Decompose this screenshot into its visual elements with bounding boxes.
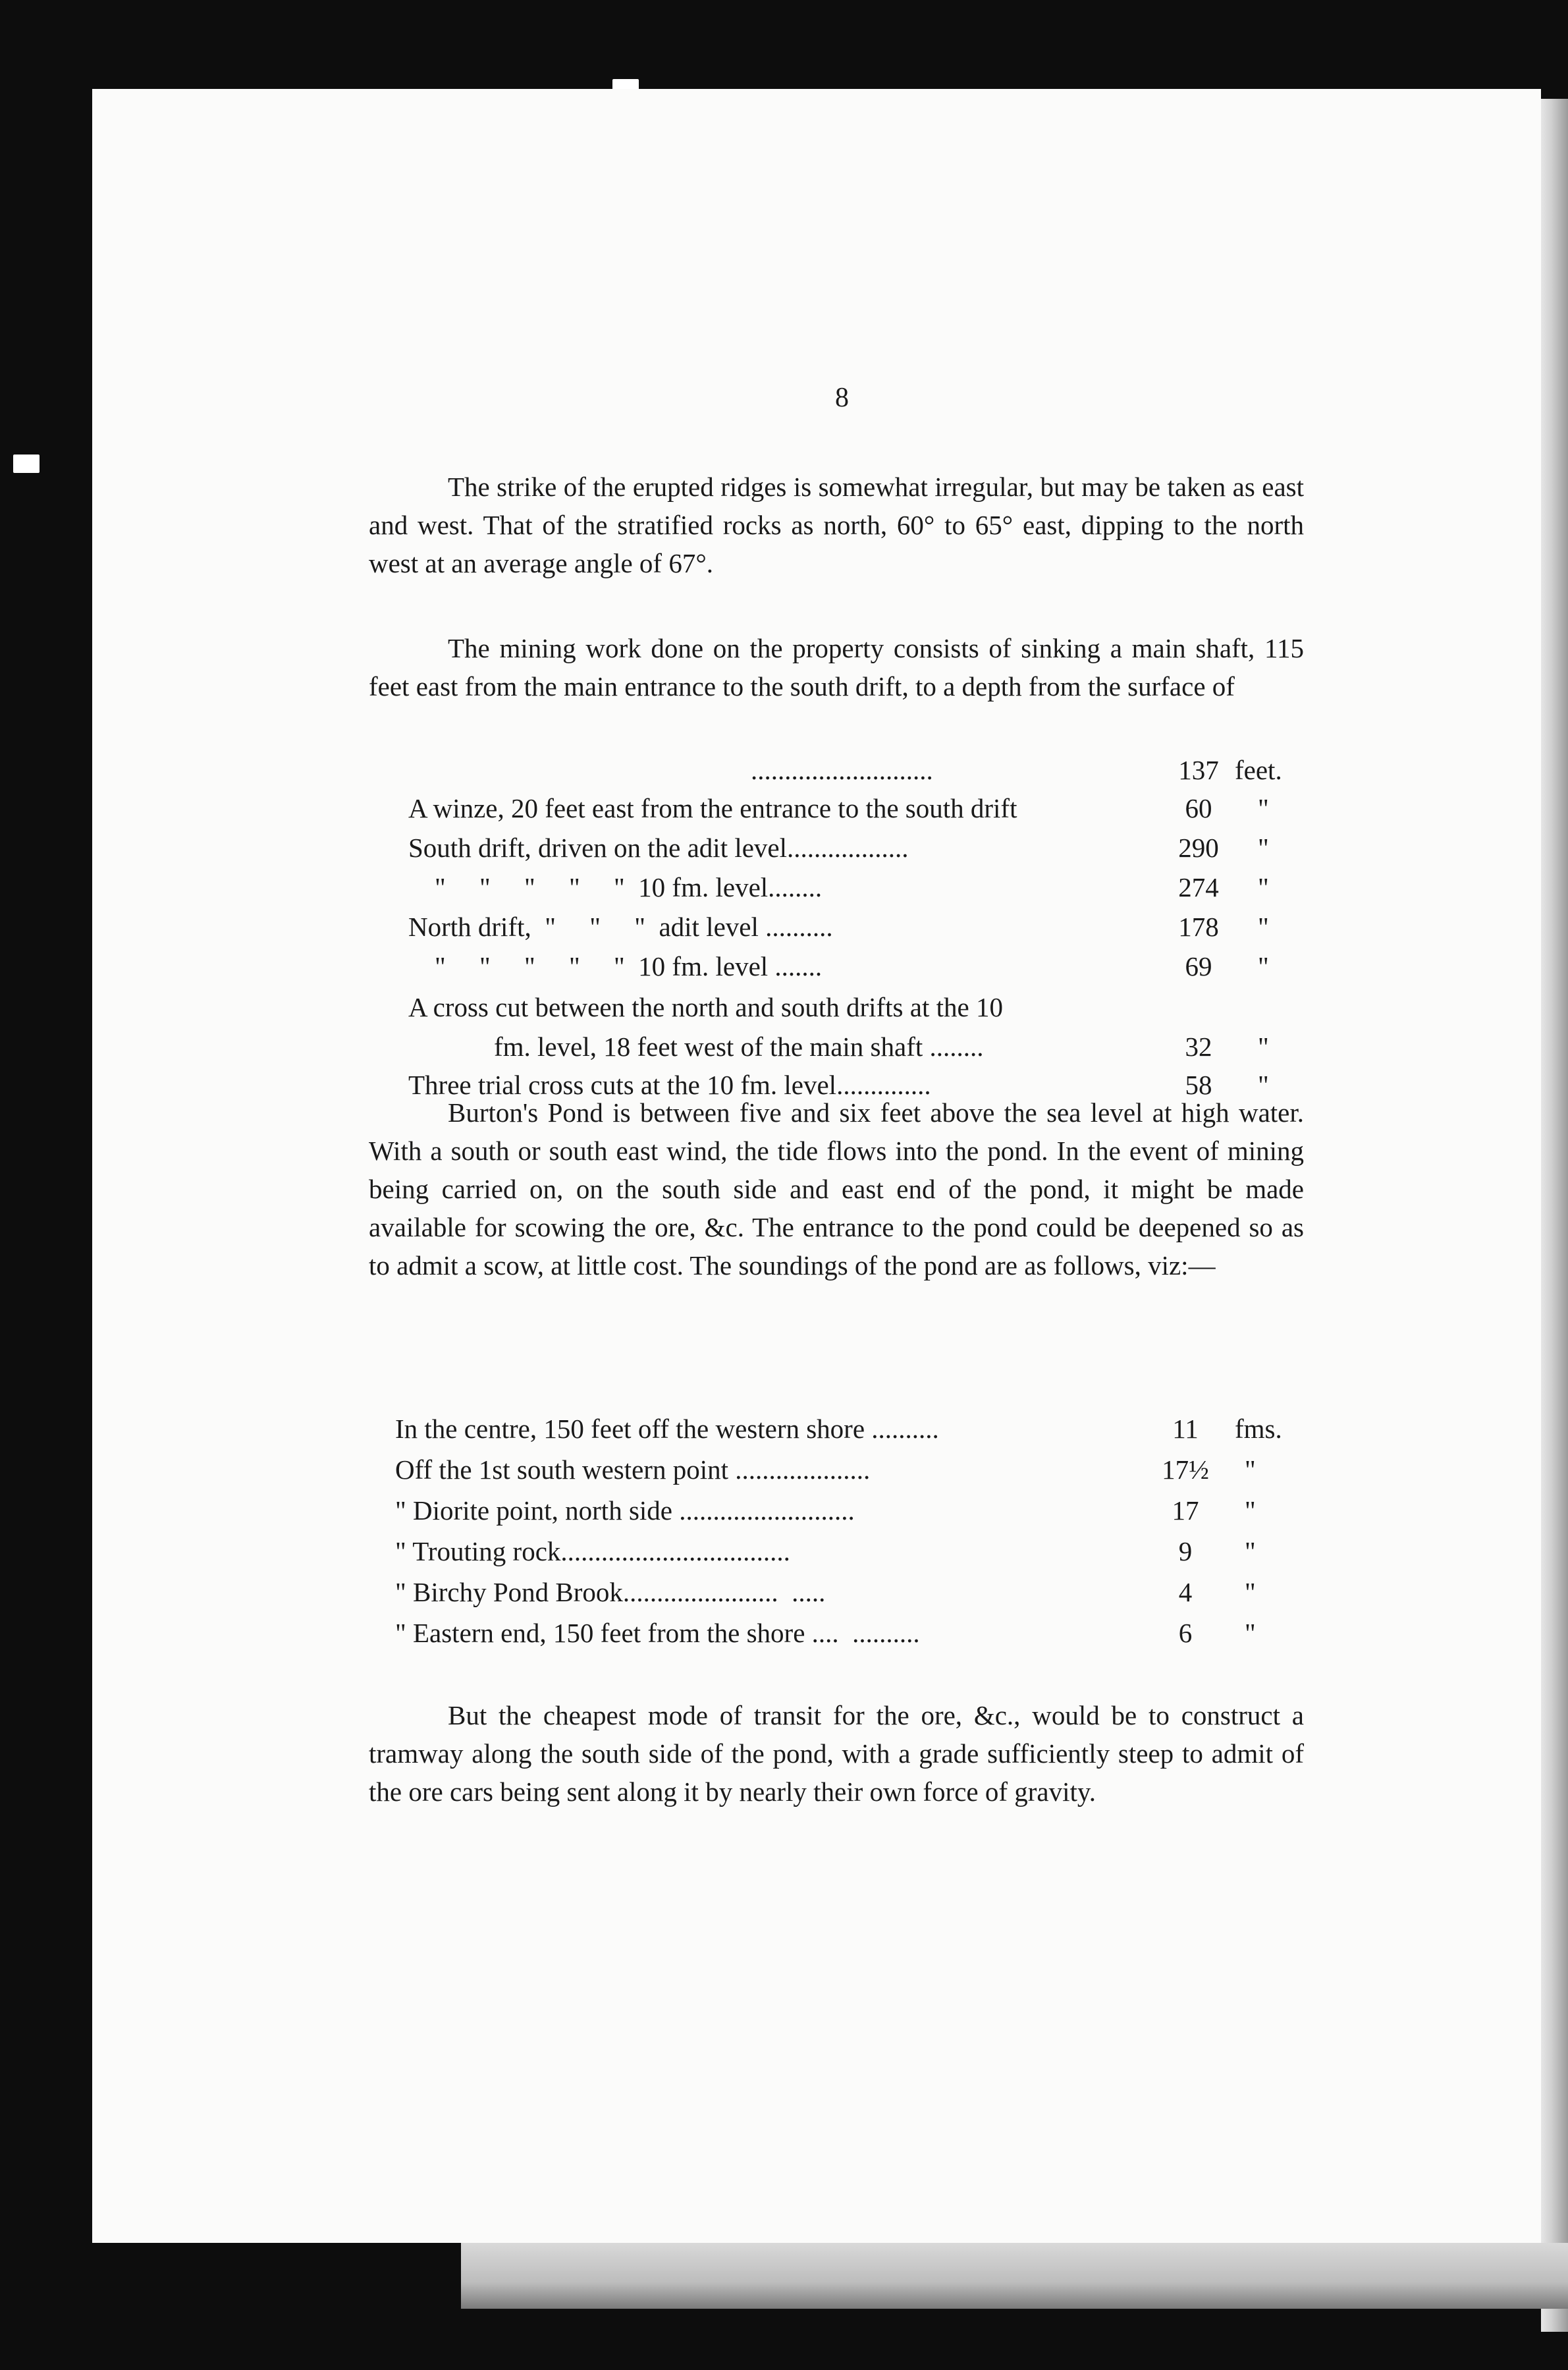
- row-value: 274: [1178, 872, 1219, 902]
- row-label: North drift, " " " adit level ..........: [408, 912, 833, 942]
- table-row: [751, 751, 1304, 789]
- row-label: A cross cut between the north and south drifts at the 10: [408, 992, 1003, 1022]
- table-row: [408, 908, 1304, 946]
- page-number: 8: [835, 383, 849, 413]
- paragraph-strike: The strike of the erupted ridges is somewhat irregular, but may be taken as east and west. That of the stratified rocks as north, 60° to 65° east, dipping to the north west at an average angle of 67°.: [369, 472, 1304, 578]
- row-unit: ": [1258, 1032, 1269, 1062]
- scan-speck: [13, 455, 40, 473]
- paragraph-burtons-pond: Burton's Pond is between five and six feet above the sea level at high water. With a south or south east wind, the tide flows into the pond. In the event of mining being carried on, on the south side and east end of the pond, it might be made available for scowing the ore, &c. The entrance to the pond could be deepened so as to admit a scow, at little cost. The soundings of the pond are as follows, viz:—: [369, 1097, 1304, 1281]
- row-value: 69: [1185, 951, 1212, 981]
- row-label: Off the 1st south western point ....................: [395, 1454, 871, 1485]
- row-label: ...........................: [751, 755, 933, 785]
- row-unit: fms.: [1235, 1414, 1282, 1444]
- soundings-table: [395, 1410, 1304, 1673]
- row-unit: ": [1245, 1454, 1256, 1485]
- row-unit: feet.: [1235, 755, 1282, 785]
- table-row: [395, 1614, 1304, 1652]
- page-edge-bottom: [461, 2243, 1568, 2309]
- table-row: [395, 1410, 1304, 1448]
- row-value: 178: [1178, 912, 1219, 942]
- row-label: fm. level, 18 feet west of the main shaft ........: [494, 1032, 984, 1062]
- row-label: " Eastern end, 150 feet from the shore .... ..........: [395, 1618, 920, 1648]
- table-row: [494, 1028, 1304, 1066]
- row-unit: ": [1245, 1577, 1256, 1607]
- paragraph-mining-intro: The mining work done on the property consists of sinking a main shaft, 115 feet east from the main entrance to the south drift, to a depth from the surface of: [369, 633, 1304, 702]
- table-row: [395, 1491, 1304, 1529]
- row-label: In the centre, 150 feet off the western shore ..........: [395, 1414, 939, 1444]
- row-unit: ": [1258, 833, 1269, 863]
- page-edge-right: [1541, 99, 1568, 2332]
- table-row: [435, 947, 1304, 985]
- table-row: [408, 789, 1304, 827]
- table-row: [408, 988, 1304, 1026]
- row-unit: ": [1258, 951, 1269, 981]
- row-label: A winze, 20 feet east from the entrance to the south drift: [408, 793, 1017, 823]
- table-row: [408, 829, 1304, 867]
- row-label: " " " " " 10 fm. level........: [435, 872, 823, 902]
- row-value: 9: [1178, 1536, 1193, 1566]
- table-row: [395, 1573, 1304, 1611]
- table-row: [395, 1532, 1304, 1570]
- row-value: 137: [1178, 755, 1219, 785]
- row-label: Three trial cross cuts at the 10 fm. level..............: [408, 1070, 931, 1100]
- row-unit: ": [1245, 1536, 1256, 1566]
- mining-work-table: [408, 751, 1304, 1100]
- row-value: 58: [1185, 1070, 1212, 1100]
- row-label: " Trouting rock..................................: [395, 1536, 790, 1566]
- row-unit: ": [1245, 1618, 1256, 1648]
- row-value: 17½: [1162, 1454, 1209, 1485]
- table-row: [395, 1450, 1304, 1489]
- paragraph-tramway: But the cheapest mode of transit for the ore, &c., would be to construct a tramway along the south side of the pond, with a grade sufficiently steep to admit of the ore cars being sent along it by nearly their own force of gravity.: [369, 1700, 1304, 1807]
- table-row: [435, 868, 1304, 906]
- row-unit: ": [1245, 1495, 1256, 1526]
- row-value: 4: [1178, 1577, 1193, 1607]
- row-value: 17: [1172, 1495, 1199, 1526]
- row-value: 6: [1178, 1618, 1193, 1648]
- row-unit: ": [1258, 912, 1269, 942]
- row-unit: ": [1258, 872, 1269, 902]
- row-label: " " " " " 10 fm. level .......: [435, 951, 823, 981]
- row-label: " Birchy Pond Brook....................... .....: [395, 1577, 826, 1607]
- row-value: 32: [1185, 1032, 1212, 1062]
- row-label: South drift, driven on the adit level..................: [408, 833, 909, 863]
- row-value: 60: [1185, 793, 1212, 823]
- row-value: 11: [1172, 1414, 1199, 1444]
- row-label: " Diorite point, north side ..........................: [395, 1495, 855, 1526]
- row-value: 290: [1178, 833, 1219, 863]
- row-unit: ": [1258, 1070, 1269, 1100]
- row-unit: ": [1258, 793, 1269, 823]
